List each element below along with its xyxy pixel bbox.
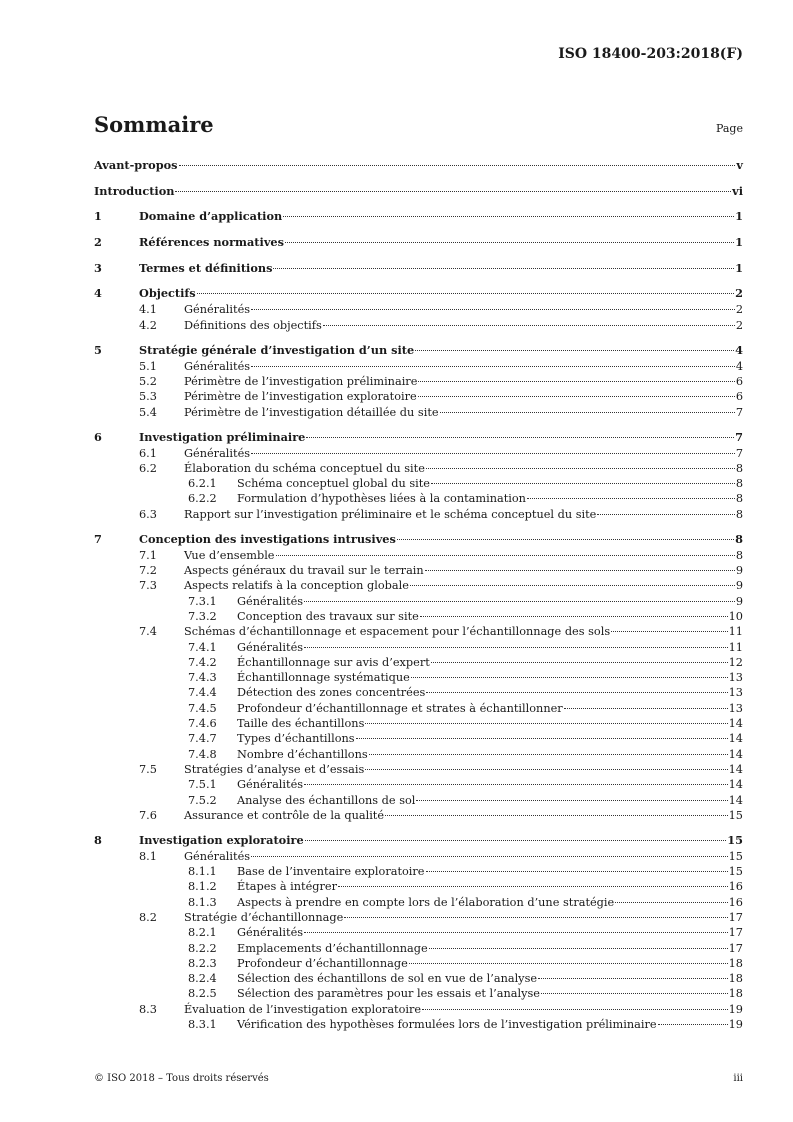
toc-leader-dots — [306, 437, 734, 438]
toc-entry[interactable] — [94, 685, 743, 700]
toc-leader-dots — [611, 631, 727, 632]
toc-entry[interactable] — [94, 285, 743, 302]
toc-entry-label: Références normatives — [139, 235, 284, 250]
toc-entry-number: 5.2 — [139, 375, 157, 389]
toc-entry[interactable] — [94, 318, 743, 333]
toc-entry[interactable] — [94, 624, 743, 639]
toc-entry-label: Investigation préliminaire — [139, 429, 306, 444]
toc-entry-number: 7.5.1 — [188, 778, 217, 792]
toc-entry[interactable] — [94, 260, 743, 277]
toc-entry[interactable] — [94, 849, 743, 864]
toc-entry[interactable] — [94, 655, 743, 670]
toc-entry-page: 14 — [728, 762, 743, 776]
toc-entry[interactable] — [94, 594, 743, 609]
toc-entry-page: 17 — [728, 941, 743, 955]
toc-entry-number: 6.2 — [139, 461, 157, 475]
toc-entry-page: 19 — [728, 1018, 743, 1032]
toc-entry-label: Étapes à intégrer — [237, 880, 337, 894]
toc-entry[interactable] — [94, 405, 743, 420]
toc-entry-page: 8 — [735, 531, 743, 546]
toc-entry-page: 8 — [735, 492, 743, 506]
page-number: iii — [733, 1073, 743, 1084]
toc-entry-number: 1 — [94, 209, 102, 224]
toc-entry[interactable] — [94, 716, 743, 731]
toc-entry-number: 7.5 — [139, 762, 157, 776]
page-title: Sommaire — [94, 112, 214, 137]
toc-entry-number: 2 — [94, 235, 102, 250]
toc-entry-number: 8.2.1 — [188, 926, 217, 940]
toc-entry[interactable] — [94, 971, 743, 986]
toc-leader-dots — [369, 754, 728, 755]
toc-leader-dots — [527, 498, 735, 499]
toc-entry-number: 8.2.5 — [188, 987, 217, 1001]
toc-entry-label: Emplacements d’échantillonnage — [237, 941, 428, 955]
toc-leader-dots — [385, 815, 728, 816]
toc-entry[interactable] — [94, 1017, 743, 1032]
toc-entry-label: Généralités — [184, 446, 251, 460]
toc-entry-label: Périmètre de l’investigation préliminaire — [184, 375, 418, 389]
toc-leader-dots — [411, 677, 728, 678]
toc-leader-dots — [431, 483, 735, 484]
toc-entry-page: 14 — [728, 793, 743, 807]
toc-leader-dots — [251, 856, 728, 857]
toc-entry-page: 12 — [728, 655, 743, 669]
toc-entry[interactable] — [94, 208, 743, 225]
toc-entry-page: 17 — [728, 926, 743, 940]
toc-entry-number: 4 — [94, 286, 102, 301]
toc-entry-number: 4.1 — [139, 303, 157, 317]
toc-entry-label: Généralités — [237, 778, 304, 792]
toc-entry-label: Investigation exploratoire — [139, 832, 304, 847]
toc-leader-dots — [597, 514, 734, 515]
toc-entry-label: Objectifs — [139, 286, 196, 301]
toc-entry-number: 8.1 — [139, 849, 157, 863]
toc-entry[interactable] — [94, 701, 743, 716]
toc-entry[interactable] — [94, 747, 743, 762]
toc-entry-page: 13 — [728, 671, 743, 685]
toc-entry-number: 8.1.1 — [188, 865, 217, 879]
toc-entry-label: Termes et définitions — [139, 260, 273, 275]
toc-entry-label: Vue d’ensemble — [184, 548, 275, 562]
toc-entry[interactable] — [94, 956, 743, 971]
toc-entry[interactable] — [94, 941, 743, 956]
toc-entry-label: Aspects généraux du travail sur le terrain — [184, 564, 424, 578]
toc-entry[interactable] — [94, 879, 743, 894]
toc-entry-label: Stratégies d’analyse et d’essais — [184, 762, 365, 776]
document-id: ISO 18400-203:2018(F) — [558, 46, 743, 62]
toc-entry-number: 7.3.2 — [188, 609, 217, 623]
toc-entry-number: 8.3.1 — [188, 1018, 217, 1032]
toc-entry-label: Formulation d’hypothèses liées à la contamination — [237, 492, 526, 506]
toc-entry[interactable] — [94, 793, 743, 808]
toc-entry-number: 7.5.2 — [188, 793, 217, 807]
toc-entry-number: 7.3.1 — [188, 594, 217, 608]
toc-entry-label: Avant-propos — [94, 158, 178, 172]
copyright-notice: © ISO 2018 – Tous droits réservés — [94, 1073, 269, 1084]
toc-entry-page: 7 — [735, 405, 743, 419]
toc-entry-label: Stratégie d’échantillonnage — [184, 910, 344, 924]
toc-leader-dots — [409, 963, 728, 964]
toc-entry-page: 11 — [728, 640, 743, 654]
toc-entry[interactable] — [94, 374, 743, 389]
toc-entry-label: Évaluation de l’investigation exploratoire — [184, 1002, 422, 1016]
toc-entry-label: Généralités — [184, 359, 251, 373]
toc-entry-label: Périmètre de l’investigation détaillée du site — [184, 405, 439, 419]
toc-entry-label: Taille des échantillons — [237, 717, 365, 731]
toc-entry-label: Échantillonnage systématique — [237, 671, 410, 685]
toc-entry[interactable] — [94, 777, 743, 792]
toc-entry-number: 8.2.2 — [188, 941, 217, 955]
toc-entry-number: 3 — [94, 260, 102, 275]
toc-entry-page: 4 — [735, 359, 743, 373]
toc-entry-page: 8 — [735, 461, 743, 475]
toc-entry-number: 6 — [94, 429, 102, 444]
toc-entry-number: 5 — [94, 342, 102, 357]
toc-entry-label: Analyse des échantillons de sol — [237, 793, 416, 807]
toc-entry-page: 16 — [728, 880, 743, 894]
toc-entry[interactable] — [94, 446, 743, 461]
toc-leader-dots — [615, 902, 727, 903]
toc-entry-label: Base de l’inventaire exploratoire — [237, 865, 425, 879]
toc-entry-number: 7.4.3 — [188, 671, 217, 685]
toc-entry-label: Rapport sur l’investigation préliminaire et le schéma conceptuel du site — [184, 507, 597, 521]
toc-entry[interactable] — [94, 389, 743, 404]
page-footer — [94, 1073, 743, 1084]
toc-entry-number: 6.2.2 — [188, 492, 217, 506]
toc-leader-dots — [418, 396, 735, 397]
toc-entry[interactable] — [94, 832, 743, 849]
toc-entry-label: Aspects à prendre en compte lors de l’élaboration d’une stratégie — [237, 895, 615, 909]
toc-entry-number: 7.2 — [139, 564, 157, 578]
toc-leader-dots — [304, 601, 735, 602]
toc-entry-label: Stratégie générale d’investigation d’un site — [139, 342, 415, 357]
toc-leader-dots — [304, 784, 728, 785]
toc-entry-page: 13 — [728, 686, 743, 700]
toc-leader-dots — [338, 886, 728, 887]
toc-entry-label: Généralités — [237, 926, 304, 940]
toc-entry[interactable] — [94, 548, 743, 563]
toc-entry-page: 11 — [728, 625, 743, 639]
toc-entry-label: Profondeur d’échantillonnage — [237, 956, 408, 970]
toc-entry-number: 7.4.6 — [188, 717, 217, 731]
toc-entry[interactable] — [94, 895, 743, 910]
toc-entry[interactable] — [94, 925, 743, 940]
toc-entry-number: 5.3 — [139, 390, 157, 404]
toc-entry-label: Aspects relatifs à la conception globale — [184, 579, 409, 593]
toc-leader-dots — [426, 692, 727, 693]
toc-entry-label: Généralités — [184, 849, 251, 863]
toc-leader-dots — [429, 948, 728, 949]
toc-leader-dots — [175, 191, 731, 192]
toc-entry-label: Vérification des hypothèses formulées lors de l’investigation préliminaire — [237, 1018, 657, 1032]
toc-leader-dots — [197, 293, 735, 294]
toc-entry-label: Schéma conceptuel global du site — [237, 477, 430, 491]
toc-entry-label: Définitions des objectifs — [184, 318, 322, 332]
toc-entry[interactable] — [94, 808, 743, 823]
toc-entry[interactable] — [94, 157, 743, 174]
toc-entry-number: 6.2.1 — [188, 477, 217, 491]
toc-entry-number: 6.1 — [139, 446, 157, 460]
toc-entry[interactable] — [94, 359, 743, 374]
toc-entry-page: 18 — [728, 956, 743, 970]
toc-entry-number: 7 — [94, 531, 102, 546]
toc-entry[interactable] — [94, 531, 743, 548]
toc-entry-page: 14 — [728, 717, 743, 731]
toc-entry-page: 9 — [735, 579, 743, 593]
toc-entry-label: Échantillonnage sur avis d’expert — [237, 655, 430, 669]
toc-entry-number: 7.4.1 — [188, 640, 217, 654]
toc-entry-page: 8 — [735, 548, 743, 562]
toc-entry-label: Généralités — [237, 640, 304, 654]
toc-entry[interactable] — [94, 461, 743, 476]
toc-entry[interactable] — [94, 429, 743, 446]
toc-entry-number: 7.4.2 — [188, 655, 217, 669]
toc-entry-label: Domaine d’application — [139, 209, 283, 224]
toc-entry-label: Schémas d’échantillonnage et espacement pour l’échantillonnage des sols — [184, 625, 611, 639]
toc-entry[interactable] — [94, 609, 743, 624]
toc-entry-page: 6 — [735, 375, 743, 389]
toc-leader-dots — [410, 585, 735, 586]
page-column-label: Page — [715, 122, 743, 135]
toc-entry-label: Nombre d’échantillons — [237, 747, 368, 761]
toc-leader-dots — [416, 800, 727, 801]
toc-entry-number: 7.3 — [139, 579, 157, 593]
toc-entry-page: 7 — [735, 446, 743, 460]
toc-leader-dots — [365, 723, 727, 724]
toc-leader-dots — [273, 268, 734, 269]
toc-entry-page: 15 — [727, 832, 743, 847]
toc-entry-number: 5.1 — [139, 359, 157, 373]
toc-entry-page: 9 — [735, 594, 743, 608]
toc-entry-page: 15 — [728, 849, 743, 863]
toc-entry[interactable] — [94, 563, 743, 578]
toc-entry[interactable] — [94, 864, 743, 879]
toc-entry[interactable] — [94, 1002, 743, 1017]
toc-entry-page: 1 — [735, 235, 743, 250]
toc-leader-dots — [251, 453, 735, 454]
toc-leader-dots — [356, 738, 728, 739]
toc-entry-label: Élaboration du schéma conceptuel du site — [184, 461, 425, 475]
toc-entry-page: v — [736, 158, 743, 172]
toc-entry-number: 7.4.8 — [188, 747, 217, 761]
toc-entry-number: 8.1.2 — [188, 880, 217, 894]
toc-entry-page: 2 — [735, 318, 743, 332]
toc-leader-dots — [415, 350, 734, 351]
toc-leader-dots — [658, 1024, 728, 1025]
toc-entry[interactable] — [94, 910, 743, 925]
toc-entry[interactable] — [94, 762, 743, 777]
toc-entry[interactable] — [94, 731, 743, 746]
toc-entry[interactable] — [94, 476, 743, 491]
toc-entry-page: 8 — [735, 477, 743, 491]
toc-entry[interactable] — [94, 234, 743, 251]
toc-entry-page: 15 — [728, 808, 743, 822]
table-of-contents — [94, 157, 743, 1032]
toc-entry[interactable] — [94, 640, 743, 655]
toc-entry-label: Sélection des échantillons de sol en vue de l’analyse — [237, 972, 538, 986]
toc-leader-dots — [283, 216, 734, 217]
toc-entry-page: 1 — [735, 209, 743, 224]
toc-leader-dots — [323, 325, 735, 326]
toc-entry-page: 8 — [735, 507, 743, 521]
toc-entry-label: Types d’échantillons — [237, 732, 355, 746]
toc-entry[interactable] — [94, 670, 743, 685]
toc-leader-dots — [426, 871, 728, 872]
toc-entry-number: 5.4 — [139, 405, 157, 419]
toc-entry-number: 6.3 — [139, 507, 157, 521]
toc-entry[interactable] — [94, 507, 743, 522]
toc-entry[interactable] — [94, 183, 743, 200]
toc-leader-dots — [304, 932, 728, 933]
toc-leader-dots — [305, 840, 727, 841]
title-row — [94, 112, 743, 137]
toc-leader-dots — [440, 412, 735, 413]
toc-entry-page: 17 — [728, 910, 743, 924]
toc-entry-number: 8.2 — [139, 910, 157, 924]
toc-entry-label: Détection des zones concentrées — [237, 686, 426, 700]
toc-leader-dots — [422, 1009, 728, 1010]
toc-entry-page: 14 — [728, 747, 743, 761]
toc-entry-page: 6 — [735, 390, 743, 404]
toc-leader-dots — [538, 978, 728, 979]
toc-leader-dots — [285, 242, 734, 243]
toc-entry-page: 15 — [728, 865, 743, 879]
toc-entry-label: Généralités — [237, 594, 304, 608]
toc-leader-dots — [418, 381, 734, 382]
toc-leader-dots — [251, 366, 735, 367]
toc-entry-page: 14 — [728, 778, 743, 792]
toc-entry-number: 8.3 — [139, 1002, 157, 1016]
toc-entry-page: 4 — [735, 342, 743, 357]
toc-leader-dots — [431, 662, 728, 663]
toc-leader-dots — [426, 468, 735, 469]
toc-entry-page: 18 — [728, 987, 743, 1001]
toc-entry-page: 18 — [728, 972, 743, 986]
toc-entry-number: 8 — [94, 832, 102, 847]
toc-entry-page: 19 — [728, 1002, 743, 1016]
toc-entry-label: Introduction — [94, 183, 175, 198]
toc-entry-label: Profondeur d’échantillonnage et strates à échantillonner — [237, 701, 563, 715]
toc-entry-label: Conception des investigations intrusives — [139, 531, 396, 546]
toc-leader-dots — [251, 309, 735, 310]
toc-entry-number: 4.2 — [139, 318, 157, 332]
toc-entry-page: 1 — [735, 260, 743, 275]
toc-entry-number: 7.4.7 — [188, 732, 217, 746]
toc-leader-dots — [397, 539, 734, 540]
toc-entry[interactable] — [94, 342, 743, 359]
toc-entry-number: 8.2.4 — [188, 972, 217, 986]
toc-entry-page: 2 — [735, 303, 743, 317]
toc-entry-number: 7.4.5 — [188, 701, 217, 715]
toc-leader-dots — [344, 917, 727, 918]
toc-entry-page: 9 — [735, 564, 743, 578]
toc-entry-label: Conception des travaux sur site — [237, 609, 419, 623]
toc-leader-dots — [304, 647, 728, 648]
toc-entry-label: Sélection des paramètres pour les essais et l’analyse — [237, 987, 540, 1001]
toc-entry-label: Généralités — [184, 303, 251, 317]
toc-entry-page: 10 — [728, 609, 743, 623]
toc-entry-number: 7.6 — [139, 808, 157, 822]
toc-entry-page: vi — [732, 183, 743, 198]
toc-entry-page: 7 — [735, 429, 743, 444]
toc-entry-number: 7.4.4 — [188, 686, 217, 700]
toc-leader-dots — [541, 993, 728, 994]
toc-leader-dots — [179, 165, 736, 166]
toc-entry-number: 8.2.3 — [188, 956, 217, 970]
toc-leader-dots — [564, 708, 728, 709]
toc-entry-number: 7.4 — [139, 625, 157, 639]
toc-entry-page: 13 — [728, 701, 743, 715]
toc-entry-page: 16 — [728, 895, 743, 909]
toc-entry[interactable] — [94, 578, 743, 593]
toc-leader-dots — [365, 769, 727, 770]
toc-entry-page: 2 — [735, 286, 743, 301]
toc-entry[interactable] — [94, 491, 743, 506]
toc-entry-number: 7.1 — [139, 548, 157, 562]
toc-leader-dots — [276, 555, 735, 556]
toc-entry-page: 14 — [728, 732, 743, 746]
toc-entry[interactable] — [94, 986, 743, 1001]
toc-entry-label: Périmètre de l’investigation exploratoire — [184, 390, 417, 404]
toc-leader-dots — [420, 616, 728, 617]
toc-entry-label: Assurance et contrôle de la qualité — [184, 808, 385, 822]
toc-entry[interactable] — [94, 302, 743, 317]
toc-entry-number: 8.1.3 — [188, 895, 217, 909]
toc-leader-dots — [425, 570, 735, 571]
